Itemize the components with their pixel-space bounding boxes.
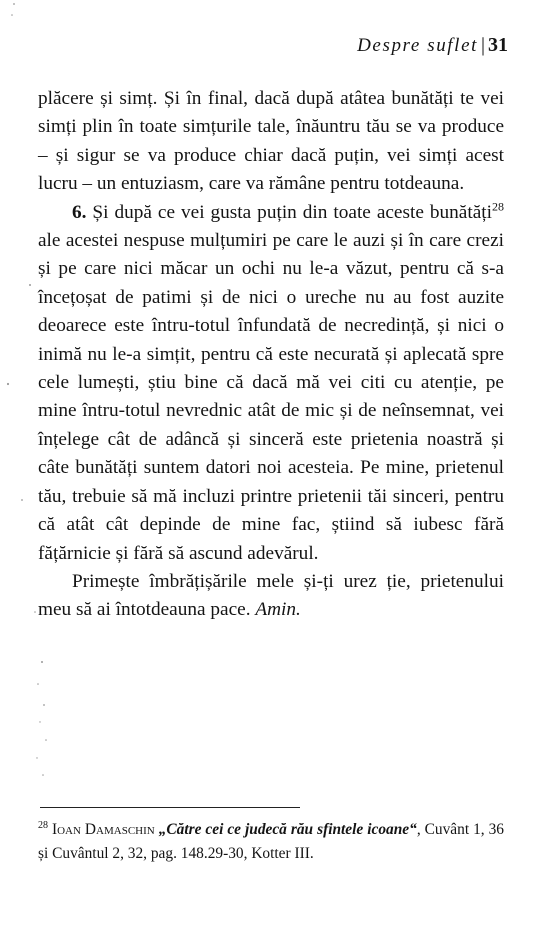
footnote-reference-text: , Cuvânt 1, 36 și Cuvântul 2, 32, pag. 148.29-30, Kotter III.: [38, 821, 504, 862]
page-number: 31: [488, 34, 508, 56]
section-number: 6.: [72, 201, 87, 223]
footnote-author: Ioan Damaschin: [51, 821, 155, 838]
header-separator: |: [480, 34, 485, 56]
paragraph-text: Primește îmbrățișările mele și-ți urez ție, prietenului meu să ai întotdeauna pace.: [38, 570, 504, 621]
closing-amin: Amin.: [255, 599, 301, 621]
paragraph-continuation: plăcere și simț. Și în final, dacă după atâtea bunătăți te vei simți plin în toate simțurile tale, înăuntru tău se va produce – și sigur se va produce chiar dacă puțin, vei simți acest lucru – un entuziasm, care va rămâne pentru totdeauna.: [38, 88, 504, 195]
running-title: Despre suflet: [357, 35, 478, 56]
paragraph-text: ale acestei nespuse mulțumiri pe care le auzi și în care crezi și pe care nici măcar un ochi nu le-a văzut, pentru că s-a încețoșat de patimi și de nici o ureche nu au fost auzite deoarece este întru-totul înfundată de necredință, și nici o inimă nu le-a simțit, pentru că este necurată și aplecată spre cele lumești, știu bine că dacă mă vei citi cu atenție, pe mine întru-totul nevrednic atât de mic și de neînsemnat, vei înțelege cât de adâncă și sinceră este prietenia noastră și câte bunătăți suntem datori noi acesteia. Pe mine, prietenul tău, trebuie să mă incluzi printre prietenii tăi sinceri, pentru că atât cât depinde de mine fac, știind să iubesc fără fățărnicie și fără să ascund adevărul.: [38, 230, 504, 564]
footnote-number: 28: [38, 819, 48, 831]
footnote-reference: 28: [492, 199, 504, 214]
paragraph-text: Și după ce vei gusta puțin din toate aceste bunătăți: [86, 201, 492, 223]
footnote-title: „Către cei ce judecă rău sfintele icoane“: [158, 821, 417, 838]
